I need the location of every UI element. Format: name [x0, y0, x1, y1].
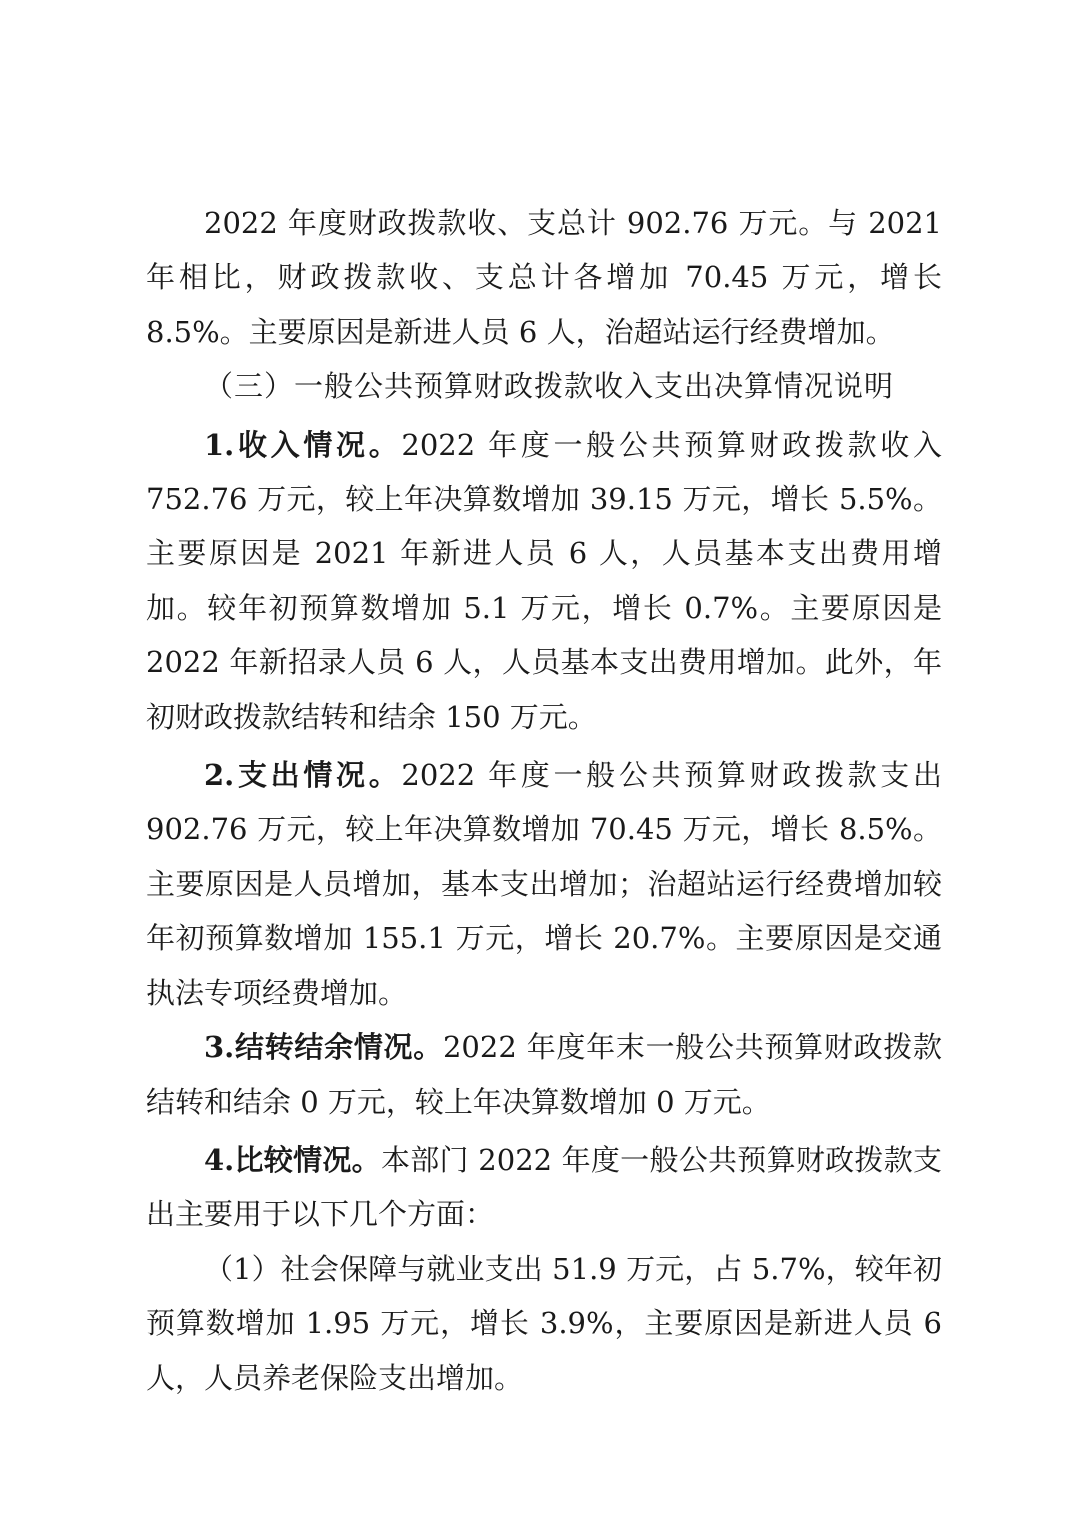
paragraph-lead: 2.支出情况。: [204, 758, 402, 793]
paragraph-text: 本部门 2022 年度一般公共预算财政拨款支出主要用于以下几个方面：: [146, 1142, 942, 1232]
document-body: [146, 196, 942, 1405]
paragraph-lead: 4.比较情况。: [204, 1142, 381, 1177]
paragraph-income: [146, 418, 942, 744]
paragraph-text: （1）社会保障与就业支出 51.9 万元，占 5.7%，较年初预算数增加 1.95 万元，增长 3.9%，主要原因是新进人员 6 人，人员养老保险支出增加。: [146, 1251, 942, 1395]
section-heading-text: （三）一般公共预算财政拨款收入支出决算情况说明: [204, 369, 895, 404]
paragraph-text: 2022 年度一般公共预算财政拨款支出 902.76 万元，较上年决算数增加 70.45 万元，增长 8.5%。主要原因是人员增加，基本支出增加；治超站运行经费增加较年初预算数增加 155.1 万元，增长 20.7%。主要原因是交通执法专项经费增加。: [146, 758, 942, 1010]
paragraph-carryover: [146, 1020, 942, 1129]
section-heading-general-budget: [146, 359, 942, 413]
paragraph-comparison: [146, 1133, 942, 1242]
paragraph-expenditure: [146, 748, 942, 1020]
paragraph-text: 2022 年度一般公共预算财政拨款收入 752.76 万元，较上年决算数增加 39.15 万元，增长 5.5%。主要原因是 2021 年新进人员 6 人，人员基本支出费用增加。较年初预算数增加 5.1 万元，增长 0.7%。主要原因是 2022 年新招录人员 6 人，人员基本支出费用增加。此外，年初财政拨款结转和结余 150 万元。: [146, 427, 942, 734]
paragraph-total-budget: [146, 196, 942, 359]
paragraph-social-security: [146, 1242, 942, 1405]
paragraph-text: 2022 年度财政拨款收、支总计 902.76 万元。与 2021 年相比，财政拨款收、支总计各增加 70.45 万元，增长 8.5%。主要原因是新进人员 6 人，治超站运行经费增加。: [146, 206, 942, 349]
paragraph-lead: 1.收入情况。: [204, 427, 402, 462]
paragraph-text: 2022 年度年末一般公共预算财政拨款结转和结余 0 万元，较上年决算数增加 0 万元。: [146, 1030, 942, 1119]
paragraph-lead: 3.结转结余情况。: [204, 1030, 443, 1065]
